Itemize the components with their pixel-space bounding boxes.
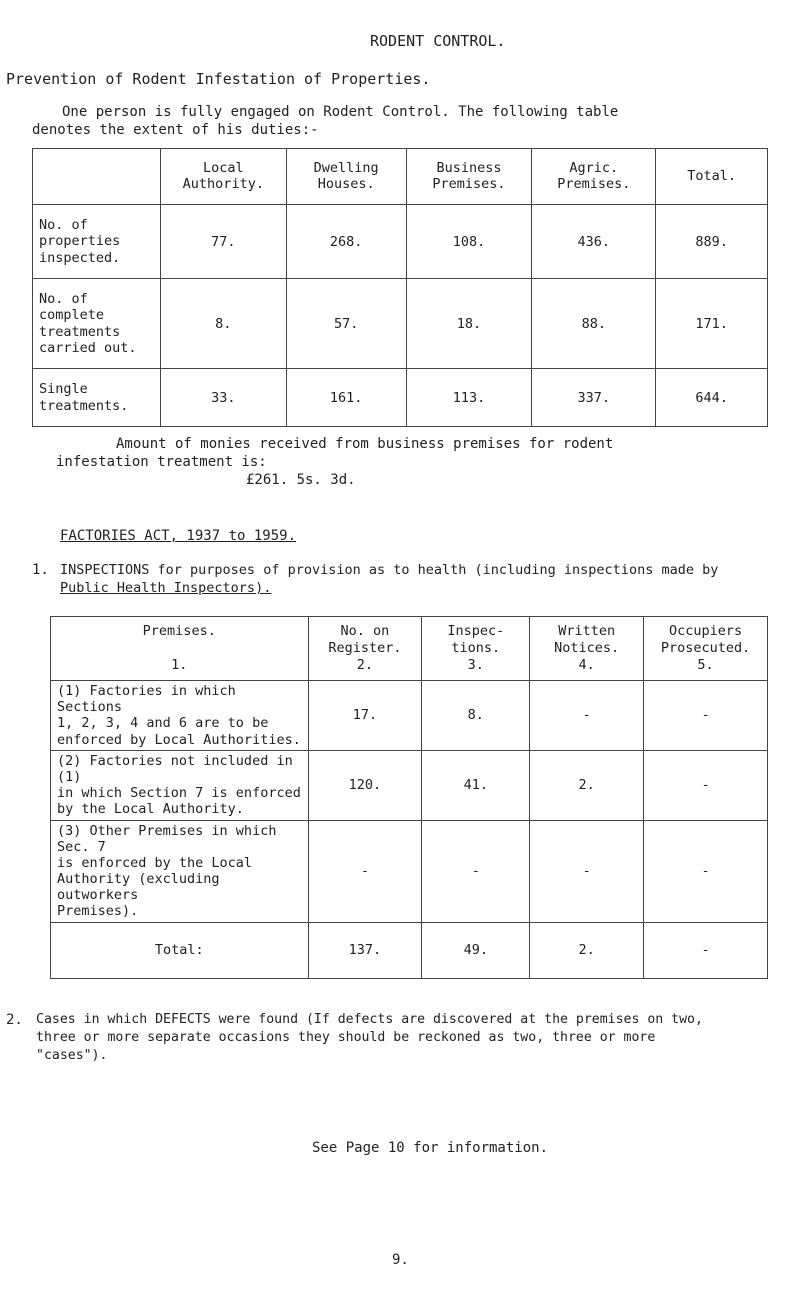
monies-line-1: Amount of monies received from business premises for rodent bbox=[116, 436, 614, 452]
header-inspections: Inspec- tions. 3. bbox=[422, 617, 530, 681]
table-row bbox=[51, 820, 768, 922]
header-premises: Premises. 1. bbox=[51, 617, 309, 681]
header-agric-premises: Agric. Premises. bbox=[532, 149, 656, 205]
row-label: (1) Factories in which Sections 1, 2, 3, 4 and 6 are to be enforced by Local Authorities. bbox=[51, 681, 309, 751]
total-value: - bbox=[644, 922, 768, 978]
rodent-control-table bbox=[32, 148, 768, 427]
item-2-number: 2. bbox=[6, 1012, 23, 1028]
cell-value: 57. bbox=[286, 279, 406, 369]
row-label: No. of properties inspected. bbox=[33, 205, 161, 279]
header-total: Total. bbox=[656, 149, 768, 205]
cell-value: 108. bbox=[406, 205, 532, 279]
header-occupiers-prosecuted: Occupiers Prosecuted. 5. bbox=[644, 617, 768, 681]
cell-value: - bbox=[422, 820, 530, 922]
row-label: No. of complete treatments carried out. bbox=[33, 279, 161, 369]
item-2-line-1: Cases in which DEFECTS were found (If defects are discovered at the premises on two, bbox=[36, 1012, 703, 1027]
cell-value: 436. bbox=[532, 205, 656, 279]
row-label: (3) Other Premises in which Sec. 7 is enforced by the Local Authority (excluding outworkers Premises). bbox=[51, 820, 309, 922]
header-written-notices: Written Notices. 4. bbox=[530, 617, 644, 681]
header-local-authority: Local Authority. bbox=[160, 149, 286, 205]
table-total-row bbox=[51, 922, 768, 978]
header-dwelling-houses: Dwelling Houses. bbox=[286, 149, 406, 205]
cell-value: 33. bbox=[160, 369, 286, 427]
total-label: Total: bbox=[51, 922, 309, 978]
cell-value: 113. bbox=[406, 369, 532, 427]
header-no-on-register: No. on Register. 2. bbox=[308, 617, 422, 681]
cell-value: - bbox=[644, 681, 768, 751]
monies-amount: £261. 5s. 3d. bbox=[246, 472, 356, 488]
factories-act-title: FACTORIES ACT, 1937 to 1959. bbox=[60, 528, 297, 544]
item-1-number: 1. bbox=[32, 562, 49, 578]
cell-value: 17. bbox=[308, 681, 422, 751]
item-2-line-2: three or more separate occasions they should be reckoned as two, three or more bbox=[36, 1030, 656, 1045]
total-value: 137. bbox=[308, 922, 422, 978]
cell-value: 41. bbox=[422, 750, 530, 820]
cell-value: - bbox=[530, 820, 644, 922]
cell-value: - bbox=[308, 820, 422, 922]
cell-value: 18. bbox=[406, 279, 532, 369]
item-1-line-2: Public Health Inspectors). bbox=[60, 580, 272, 596]
cell-value: 171. bbox=[656, 279, 768, 369]
section-title: Prevention of Rodent Infestation of Properties. bbox=[6, 70, 431, 88]
intro-line-2: denotes the extent of his duties:- bbox=[32, 122, 319, 138]
page-heading: RODENT CONTROL. bbox=[370, 32, 506, 50]
row-label: Single treatments. bbox=[33, 369, 161, 427]
cell-value: 2. bbox=[530, 750, 644, 820]
cell-value: 644. bbox=[656, 369, 768, 427]
cell-value: 337. bbox=[532, 369, 656, 427]
monies-line-2: infestation treatment is: bbox=[56, 454, 267, 470]
cell-value: 161. bbox=[286, 369, 406, 427]
cell-value: 88. bbox=[532, 279, 656, 369]
table-row bbox=[33, 205, 768, 279]
cell-value: 889. bbox=[656, 205, 768, 279]
total-value: 2. bbox=[530, 922, 644, 978]
cell-value: 8. bbox=[160, 279, 286, 369]
item-2-line-3: "cases"). bbox=[36, 1048, 108, 1063]
cell-value: - bbox=[644, 750, 768, 820]
see-page-note: See Page 10 for information. bbox=[312, 1140, 549, 1156]
header-business-premises: Business Premises. bbox=[406, 149, 532, 205]
item-1-line-1: INSPECTIONS for purposes of provision as to health (including inspections made by bbox=[60, 562, 719, 578]
row-label: (2) Factories not included in (1) in which Section 7 is enforced by the Local Authority. bbox=[51, 750, 309, 820]
header-cell-blank bbox=[33, 149, 161, 205]
cell-value: - bbox=[644, 820, 768, 922]
cell-value: 77. bbox=[160, 205, 286, 279]
table-row bbox=[33, 279, 768, 369]
table-row bbox=[33, 369, 768, 427]
cell-value: 8. bbox=[422, 681, 530, 751]
cell-value: - bbox=[530, 681, 644, 751]
cell-value: 268. bbox=[286, 205, 406, 279]
intro-line-1: One person is fully engaged on Rodent Control. The following table bbox=[62, 104, 619, 120]
table-row bbox=[51, 750, 768, 820]
page-number: 9. bbox=[392, 1252, 409, 1268]
total-value: 49. bbox=[422, 922, 530, 978]
cell-value: 120. bbox=[308, 750, 422, 820]
table-row bbox=[51, 681, 768, 751]
factories-inspections-table bbox=[50, 616, 768, 979]
